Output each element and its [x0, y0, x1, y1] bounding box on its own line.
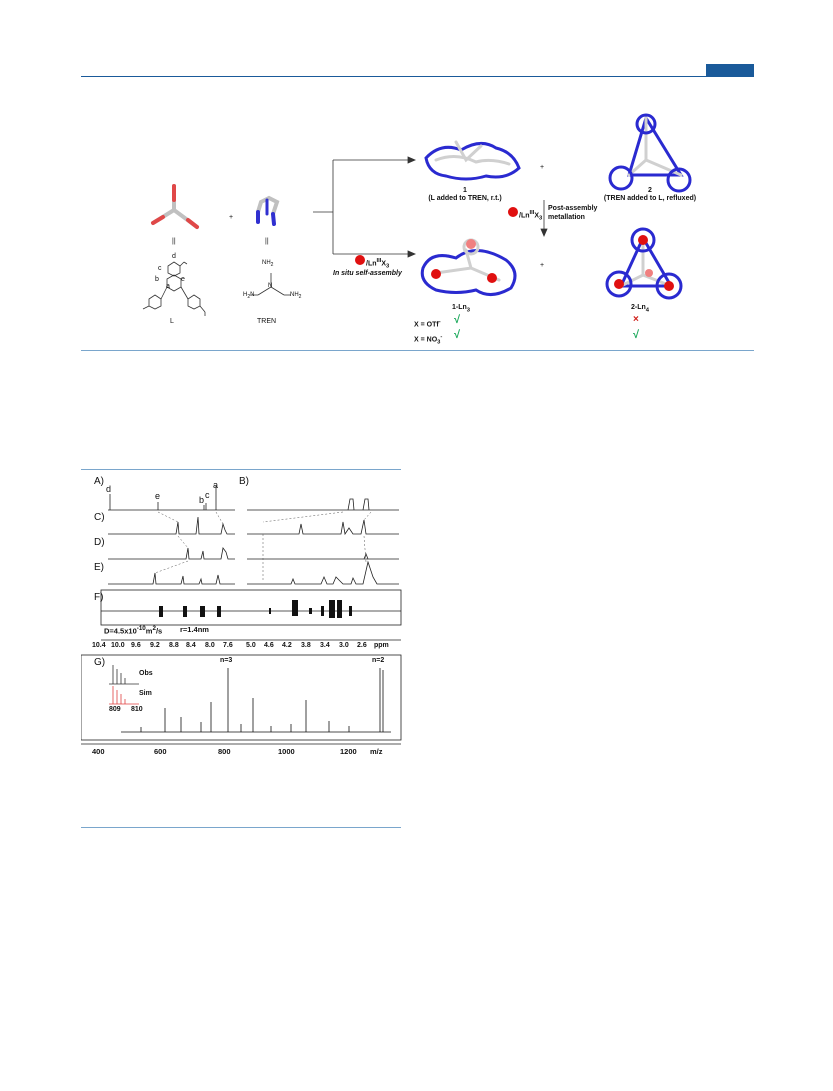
ppm-tick: 3.8: [301, 642, 311, 649]
tren-nh2-right: $NH_2$: [290, 292, 302, 301]
cage-2-number: 2: [648, 187, 652, 194]
metal-ion: [614, 279, 624, 289]
label-c: c: [158, 265, 162, 272]
peak-label-e: e: [155, 491, 161, 501]
inset-tick: 809: [109, 706, 121, 713]
ppm-tick: 3.0: [339, 642, 349, 649]
cage-1-model: [426, 142, 519, 179]
peak-connectors: [155, 512, 371, 582]
cage-1-number: 1: [463, 187, 467, 194]
ppm-tick: 8.4: [186, 642, 196, 649]
reagent-ball: [508, 207, 518, 217]
metal-ion: [466, 239, 476, 249]
inset-sim-label: Sim: [139, 690, 152, 697]
ppm-tick: 8.0: [205, 642, 215, 649]
ms-peaks: [121, 668, 391, 732]
plus-sign-bottom: +: [540, 262, 545, 269]
inset-tick: 810: [131, 706, 143, 713]
panel-d-label: D): [94, 537, 105, 548]
panel-c-label: C): [94, 512, 105, 523]
figure-top-rule: [81, 469, 401, 470]
plus-sign: +: [229, 214, 234, 221]
isotope-inset: [109, 665, 139, 704]
scheme-bottom-rule: [81, 350, 754, 351]
inset-obs-label: Obs: [139, 670, 153, 677]
figure-bottom-rule: [81, 827, 401, 828]
ppm-tick: 4.2: [282, 642, 292, 649]
panel-f-label: F): [94, 592, 104, 603]
post-reagent: $/Ln^{III}X_3$: [519, 210, 543, 222]
ms-n2-label: n=2: [372, 657, 385, 664]
header-tab: [706, 64, 754, 76]
ppm-tick: 8.8: [169, 642, 179, 649]
cage-1-condition: (L added to TREN, r.t.): [428, 195, 502, 202]
metal-ion: [638, 235, 648, 245]
mz-tick: 1000: [278, 747, 295, 756]
mz-tick: 1200: [340, 747, 357, 756]
peak-label-a: a: [213, 480, 219, 490]
mz-unit: m/z: [370, 747, 383, 756]
equiv-mark-tren: ||: [265, 238, 269, 245]
peak-label-b: b: [199, 495, 205, 505]
panel-a-label: A): [94, 476, 104, 487]
ligand-structure: [143, 262, 205, 316]
label-e: e: [181, 276, 185, 283]
equiv-mark-ligand: ||: [172, 238, 176, 245]
cage-2-condition: (TREN added to L, refluxed): [603, 195, 697, 202]
label-a: a: [166, 283, 170, 290]
cage-2-model: [610, 115, 690, 191]
header-rule: [81, 76, 754, 77]
tren-n: N: [268, 283, 273, 289]
ligand-label: L: [170, 318, 174, 325]
mz-tick: 800: [218, 747, 231, 756]
check-icon: √: [454, 329, 461, 341]
plus-sign-top: +: [540, 164, 545, 171]
peak-label-d: d: [106, 484, 112, 494]
ppm-unit: ppm: [374, 642, 389, 649]
check-icon: √: [454, 314, 461, 326]
metal-ion: [645, 269, 653, 277]
mz-tick: 600: [154, 747, 167, 756]
insitu-reagent: $/Ln^{III}X_3$: [366, 258, 390, 270]
dosy-radius: r=1.4nm: [180, 625, 209, 634]
post-line-2: metallation: [548, 214, 585, 221]
panel-b-label: B): [239, 476, 249, 487]
dosy-coefficient: $D=4.5x10^{-10}m^2/s$: [104, 625, 163, 636]
tren-label: TREN: [257, 318, 277, 325]
check-icon: √: [633, 329, 640, 341]
insitu-label: In situ self-assembly: [333, 270, 402, 277]
tren-h2n: $H_2N$: [243, 292, 255, 301]
mz-tick: 400: [92, 747, 105, 756]
post-line-1: Post-assembly: [548, 205, 598, 212]
row-no3-label: $X = NO_3^-$: [414, 334, 443, 346]
metal-ion: [487, 273, 497, 283]
peak-label-c: c: [205, 490, 210, 500]
ppm-tick: 4.6: [264, 642, 274, 649]
ppm-tick: 10.4: [92, 642, 106, 649]
dosy-frame: [101, 590, 401, 625]
ppm-tick: 10.0: [111, 642, 125, 649]
ppm-tick: 9.2: [150, 642, 160, 649]
ppm-tick: 9.6: [131, 642, 141, 649]
nmr-spectra: [108, 486, 399, 584]
ligand-stick-model: [153, 186, 197, 227]
metal-ion: [431, 269, 441, 279]
reagent-ball: [355, 255, 365, 265]
panel-e-label: E): [94, 562, 104, 573]
ppm-tick: 7.6: [223, 642, 233, 649]
ppm-tick: 5.0: [246, 642, 256, 649]
row-otf-label: X = OTf-: [414, 319, 441, 329]
label-d: d: [172, 253, 176, 260]
label-b: b: [155, 276, 159, 283]
cross-icon: ×: [633, 314, 639, 325]
ppm-tick: 2.6: [357, 642, 367, 649]
tren-nh2-top: $NH_2$: [262, 260, 274, 269]
metal-ion: [664, 281, 674, 291]
product-1-label: $1-Ln_3$: [452, 304, 471, 314]
ppm-tick: 3.4: [320, 642, 330, 649]
panel-g-label: G): [94, 657, 106, 668]
ms-n3-label: n=3: [220, 657, 233, 664]
nmr-ms-figure: [81, 472, 403, 757]
product-2-label: $2-Ln_4$: [631, 304, 650, 314]
tren-stick-model: [258, 198, 277, 224]
dosy-blocks: [159, 600, 352, 618]
scheme-diagram: [81, 90, 754, 350]
